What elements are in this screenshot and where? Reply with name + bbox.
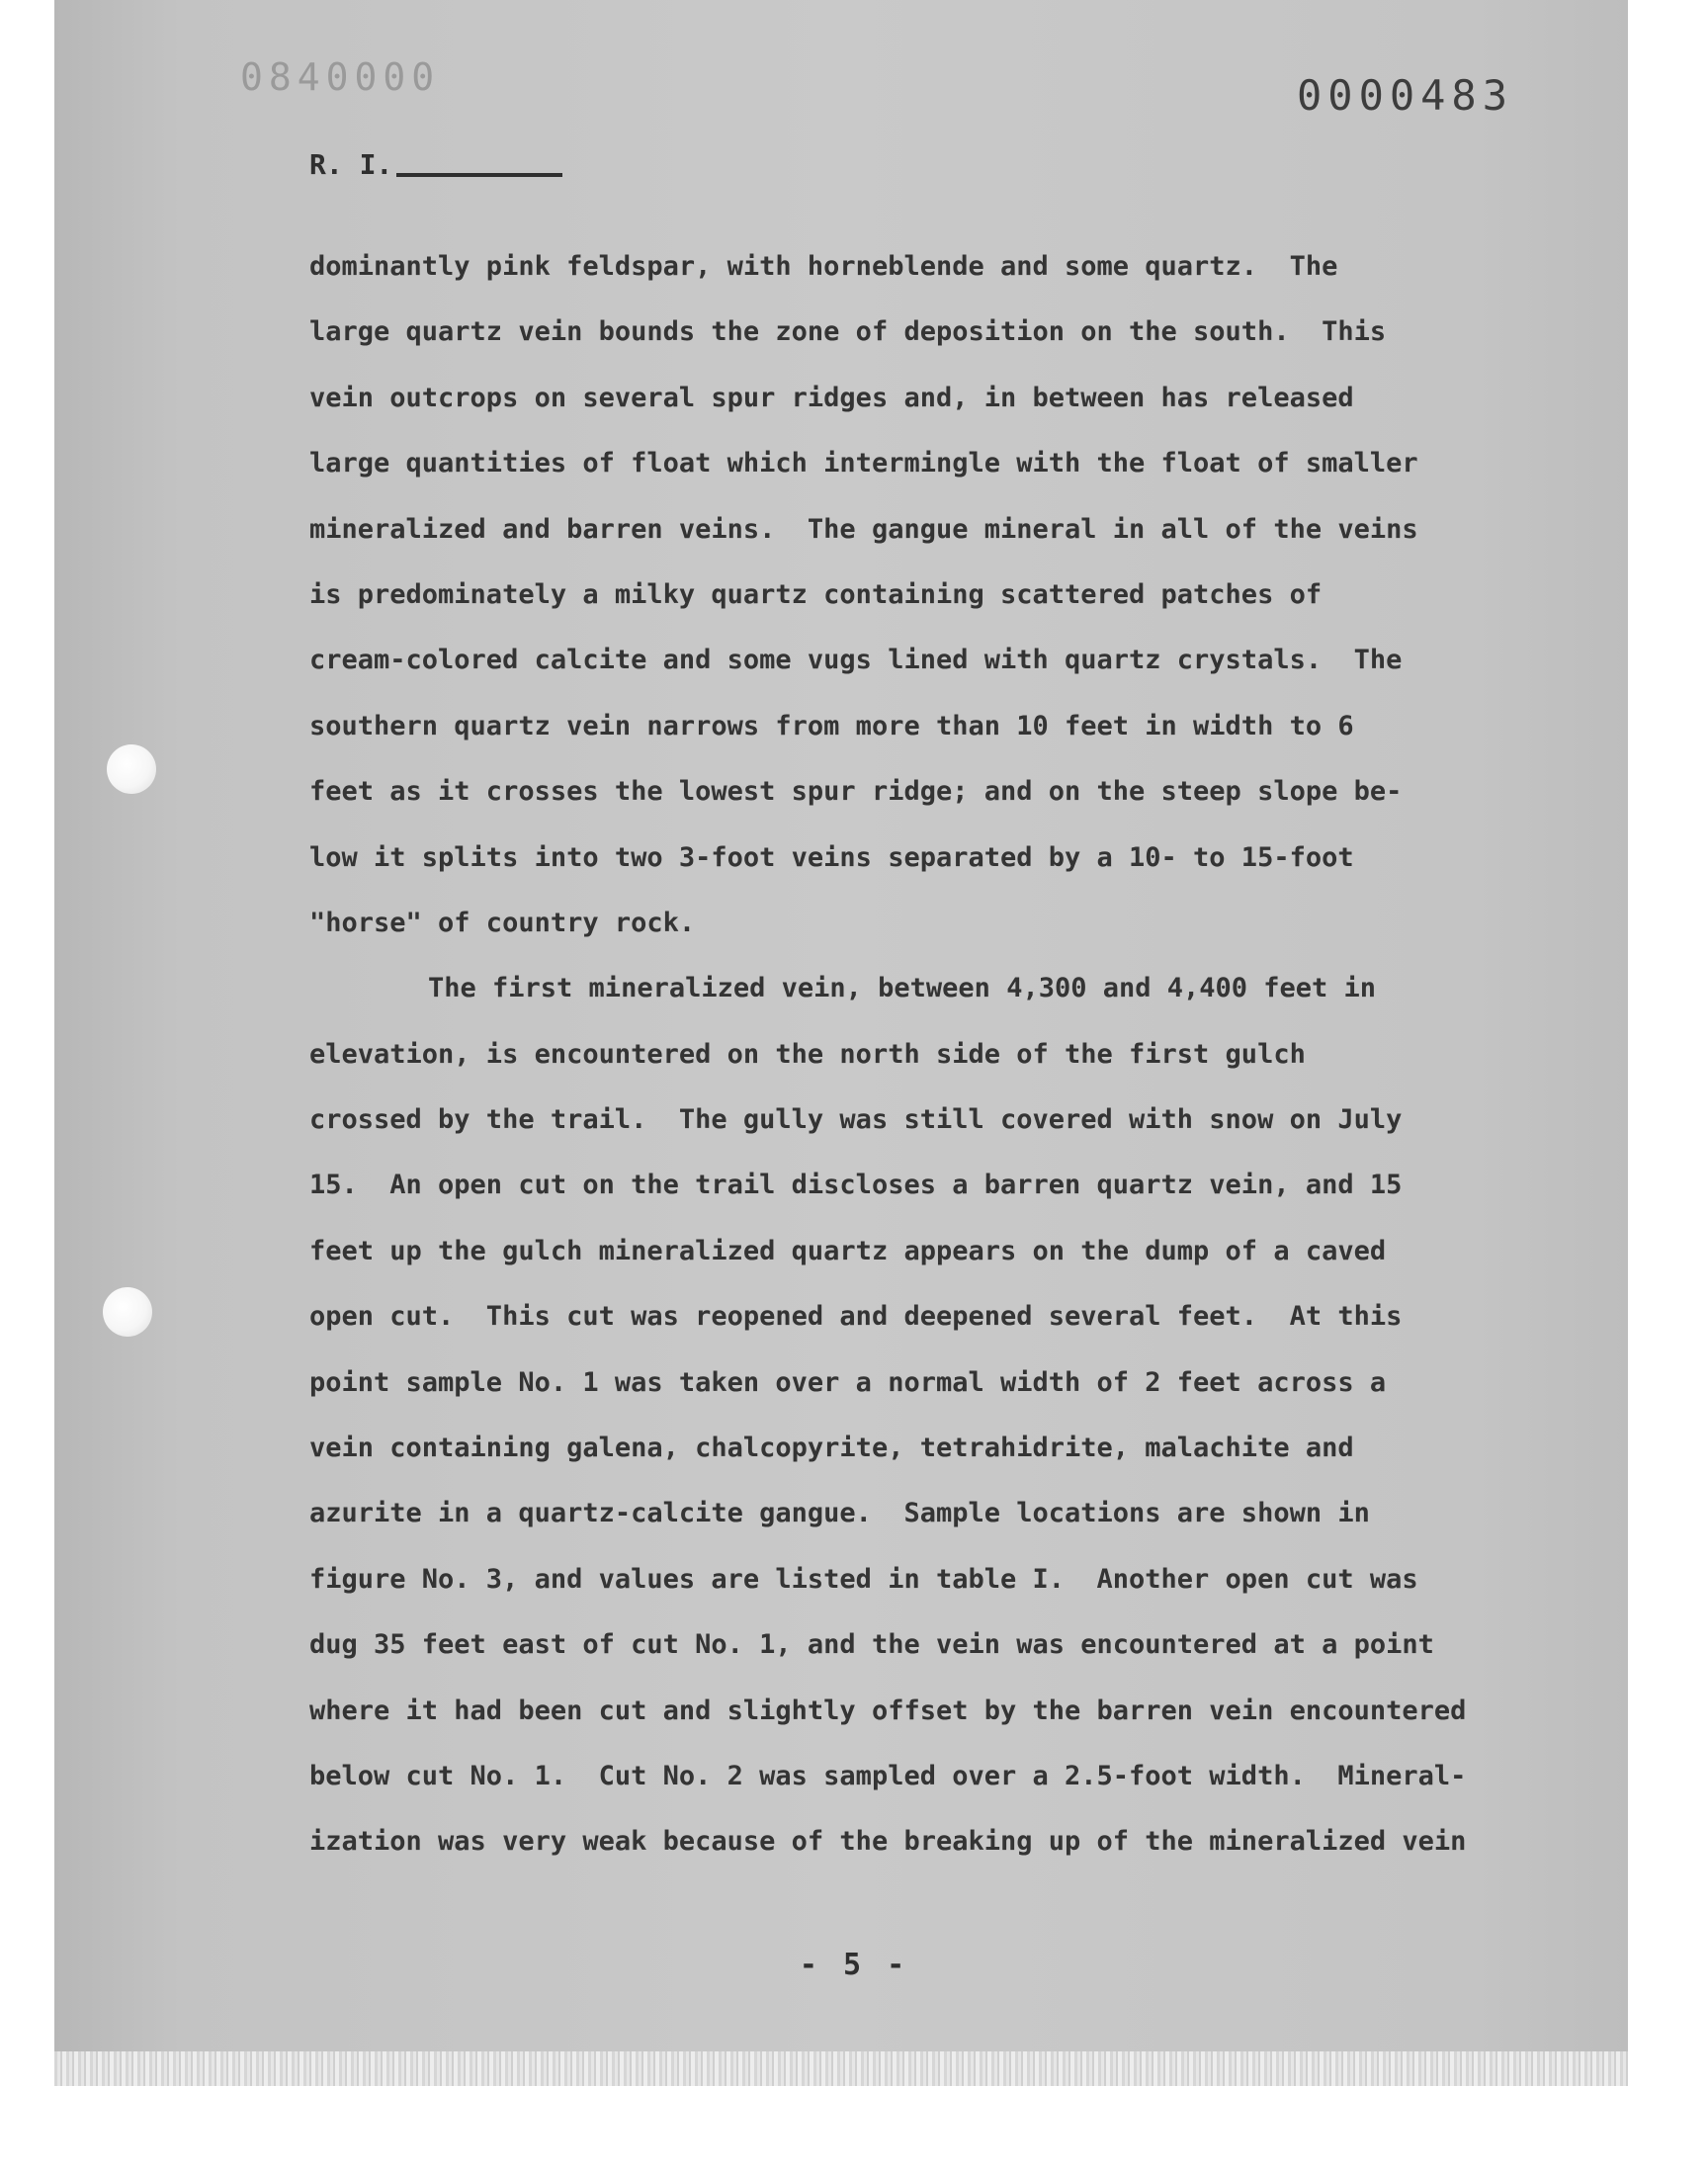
- text-line: below cut No. 1. Cut No. 2 was sampled over a 2.5-foot width. Mineral-: [309, 1760, 1467, 1791]
- text-line: large quantities of float which intermingle with the float of smaller: [309, 448, 1418, 479]
- text-line: ization was very weak because of the breaking up of the mineralized vein: [309, 1826, 1467, 1858]
- text-line: "horse" of country rock.: [309, 907, 696, 938]
- text-line: feet up the gulch mineralized quartz appears on the dump of a caved: [309, 1235, 1387, 1266]
- text-line: elevation, is encountered on the north side of the first gulch: [309, 1038, 1306, 1070]
- text-line: southern quartz vein narrows from more than 10 feet in width to 6: [309, 710, 1354, 741]
- punch-hole-lower: [103, 1287, 152, 1337]
- text-line: The first mineralized vein, between 4,300 and 4,400 feet in: [428, 973, 1377, 1004]
- text-line: vein containing galena, chalcopyrite, tetrahidrite, malachite and: [309, 1433, 1354, 1464]
- report-header: [309, 148, 562, 181]
- text-line: low it splits into two 3-foot veins separated by a 10- to 15-foot: [309, 841, 1354, 873]
- text-line: 15. An open cut on the trail discloses a barren quartz vein, and 15: [309, 1170, 1403, 1201]
- document-stamp-left: 0840000: [240, 55, 441, 99]
- text-line: cream-colored calcite and some vugs lined with quartz crystals. The: [309, 645, 1403, 676]
- text-line: dominantly pink feldspar, with horneblende and some quartz. The: [309, 251, 1338, 282]
- text-line: mineralized and barren veins. The gangue mineral in all of the veins: [309, 513, 1418, 545]
- text-line: vein outcrops on several spur ridges and, in between has released: [309, 382, 1354, 413]
- text-line: open cut. This cut was reopened and deepened several feet. At this: [309, 1301, 1403, 1333]
- text-line: crossed by the trail. The gully was still covered with snow on July: [309, 1104, 1403, 1136]
- text-line: figure No. 3, and values are listed in table I. Another open cut was: [309, 1563, 1418, 1595]
- text-line: point sample No. 1 was taken over a normal width of 2 feet across a: [309, 1366, 1387, 1398]
- text-line: where it had been cut and slightly offset by the barren vein encountered: [309, 1695, 1467, 1726]
- punch-hole-upper: [107, 744, 156, 794]
- text-line: large quartz vein bounds the zone of deposition on the south. This: [309, 316, 1387, 348]
- text-line: azurite in a quartz-calcite gangue. Sample locations are shown in: [309, 1498, 1370, 1529]
- body-text: [309, 249, 1515, 1890]
- text-line: feet as it crosses the lowest spur ridge; and on the steep slope be-: [309, 776, 1403, 808]
- page-number: - 5 -: [799, 1948, 909, 1982]
- text-line: dug 35 feet east of cut No. 1, and the vein was encountered at a point: [309, 1629, 1434, 1661]
- report-number-blank: [396, 173, 562, 177]
- report-label: R. I.: [309, 148, 393, 181]
- scan-edge-strip: [54, 2051, 1628, 2086]
- document-stamp-right: 0000483: [1297, 71, 1514, 120]
- text-line: is predominately a milky quartz containing scattered patches of: [309, 578, 1323, 610]
